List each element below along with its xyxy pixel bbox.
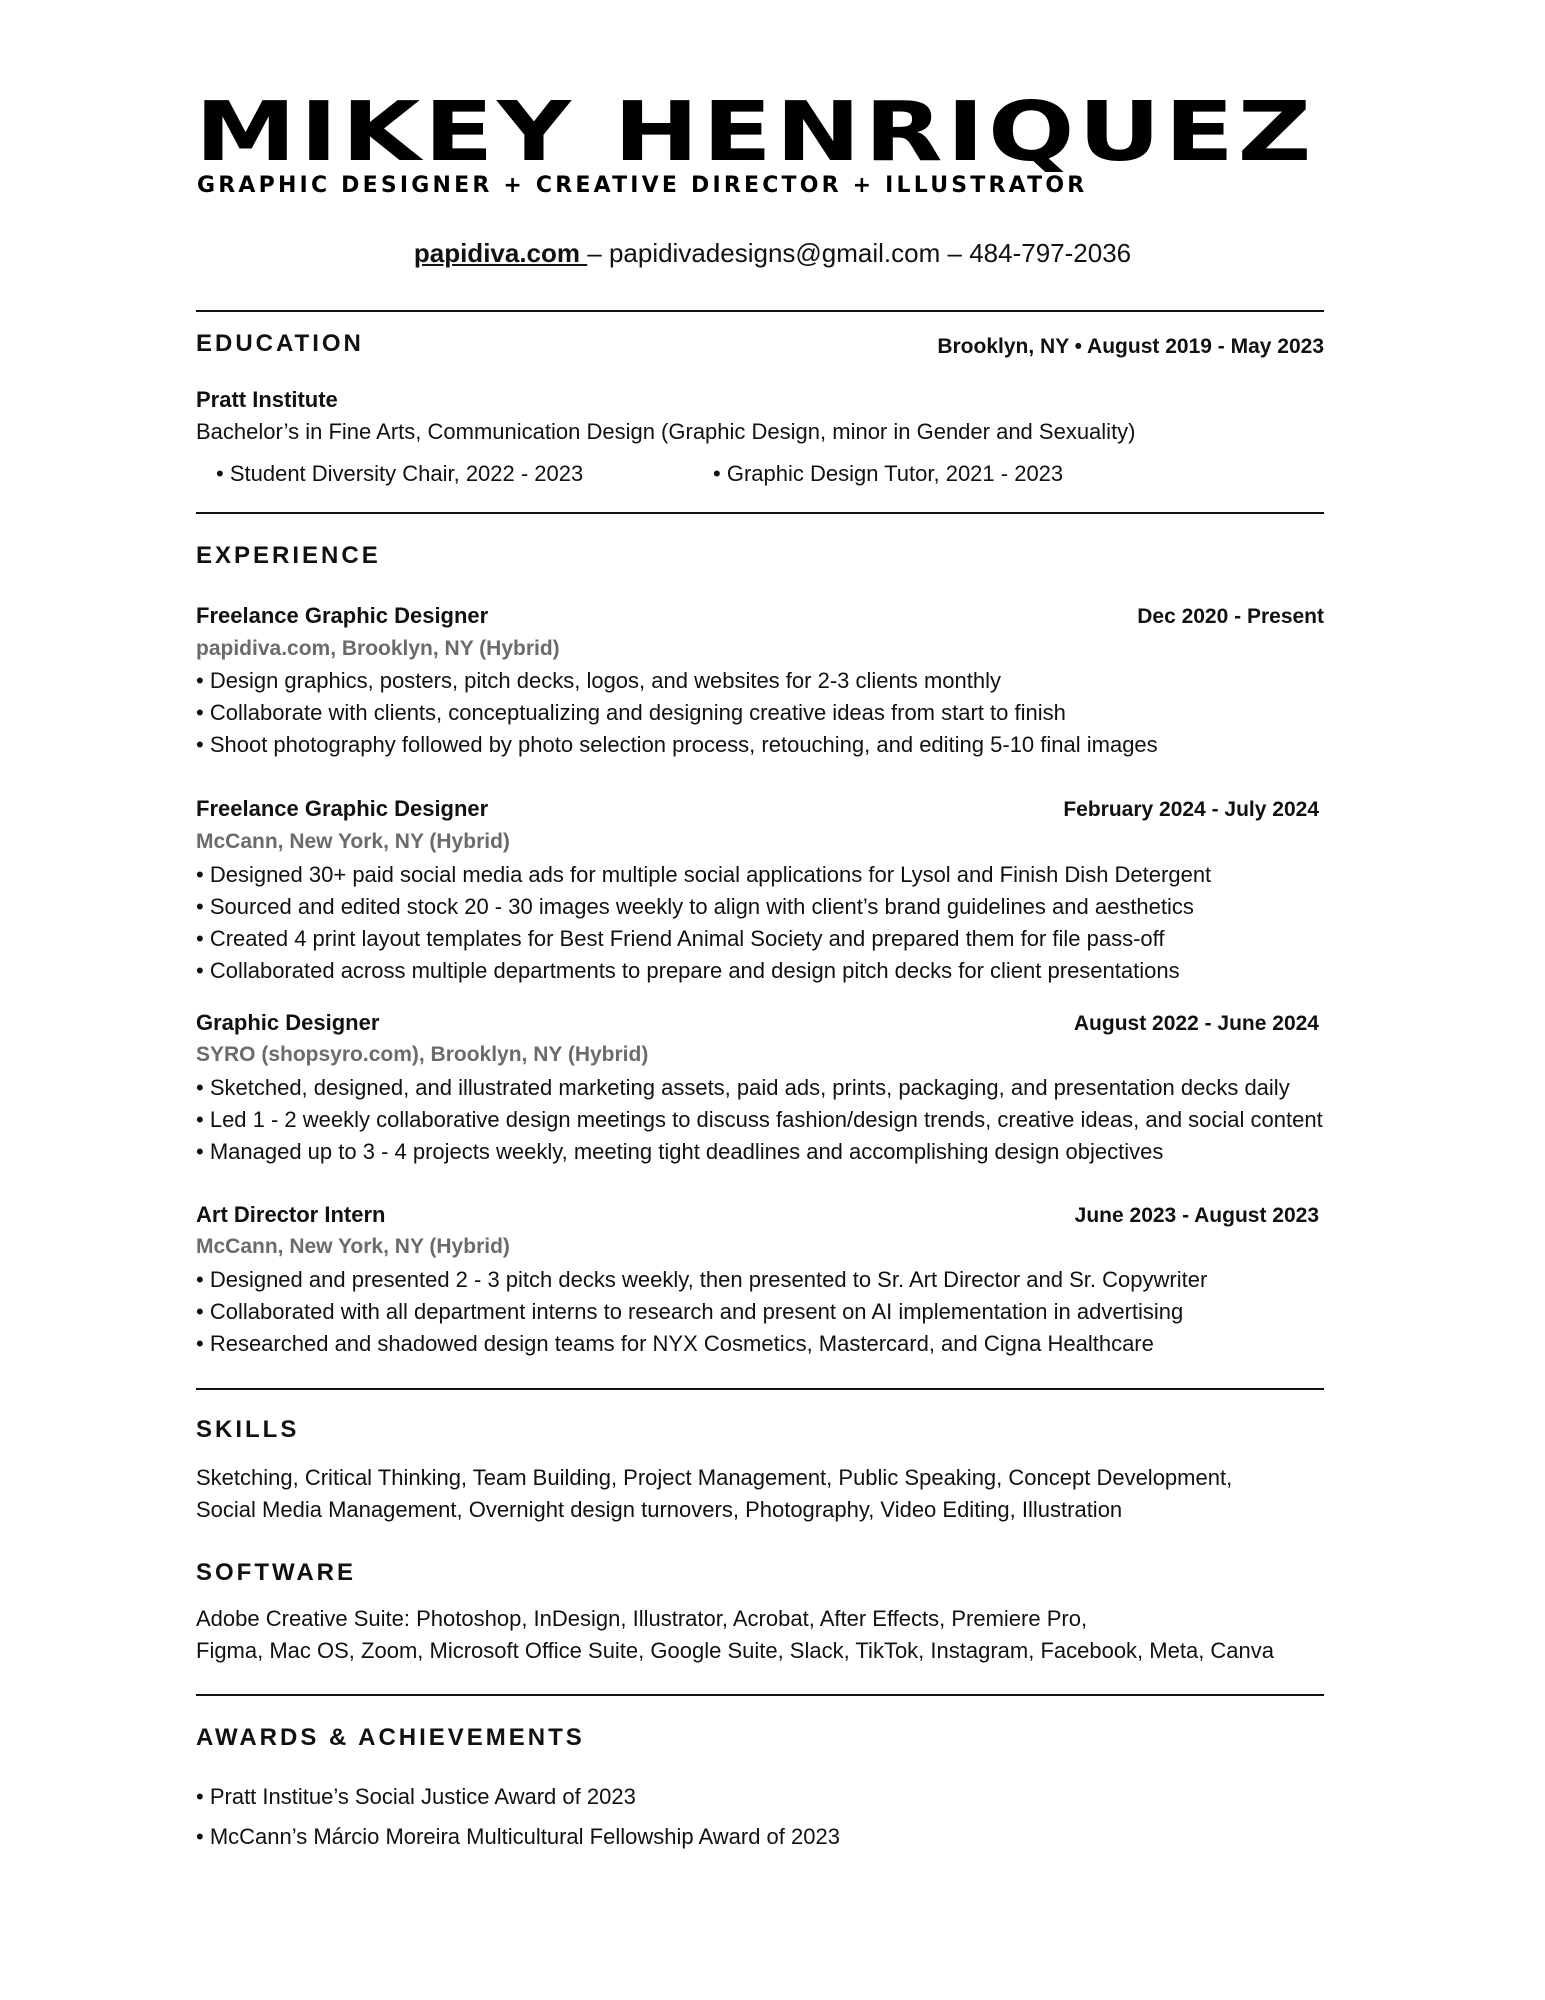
email-address: papidivadesigns@gmail.com: [608, 238, 941, 268]
tagline: GRAPHIC DESIGNER + CREATIVE DIRECTOR + ILLUSTRATOR: [197, 173, 1088, 198]
software-heading: SOFTWARE: [196, 1559, 356, 1586]
job-bullet: • Sourced and edited stock 20 - 30 images weekly to align with client’s brand guidelines and aesthetics: [196, 891, 1211, 923]
job-bullet: • Sketched, designed, and illustrated marketing assets, paid ads, prints, packaging, and presentation decks daily: [196, 1072, 1323, 1104]
job-company: papidiva.com, Brooklyn, NY (Hybrid): [196, 637, 560, 660]
job-title: Graphic Designer: [196, 1010, 380, 1035]
job-dates: Dec 2020 - Present: [1137, 605, 1324, 628]
education-role-list: [216, 458, 583, 490]
awards-list: [196, 1777, 840, 1857]
contact-line: [0, 236, 1545, 270]
job-company: McCann, New York, NY (Hybrid): [196, 830, 510, 853]
contact-separator: –: [940, 238, 970, 268]
skills-heading: SKILLS: [196, 1416, 300, 1443]
section-divider: [196, 1388, 1324, 1390]
education-role: • Graphic Design Tutor, 2021 - 2023: [713, 458, 1063, 490]
awards-heading: AWARDS & ACHIEVEMENTS: [196, 1724, 585, 1751]
contact-separator: –: [587, 238, 609, 268]
job-dates: June 2023 - August 2023: [1074, 1204, 1319, 1227]
job-company: McCann, New York, NY (Hybrid): [196, 1235, 510, 1258]
job-bullet: • Collaborated across multiple departments to prepare and design pitch decks for client presentations: [196, 955, 1211, 987]
experience-heading: EXPERIENCE: [196, 542, 381, 569]
job-title: Art Director Intern: [196, 1202, 386, 1227]
job-bullet: • Collaborate with clients, conceptualizing and designing creative ideas from start to finish: [196, 697, 1158, 729]
job-bullet: • Managed up to 3 - 4 projects weekly, meeting tight deadlines and accomplishing design objectives: [196, 1136, 1323, 1168]
job-bullet: • Researched and shadowed design teams for NYX Cosmetics, Mastercard, and Cigna Healthcare: [196, 1328, 1207, 1360]
job-bullets: [196, 1072, 1323, 1168]
education-role: • Student Diversity Chair, 2022 - 2023: [216, 458, 583, 490]
award-item: • Pratt Institue’s Social Justice Award of 2023: [196, 1777, 840, 1817]
job-bullets: [196, 1264, 1207, 1360]
job-title: Freelance Graphic Designer: [196, 603, 489, 628]
job-bullet: • Collaborated with all department interns to research and present on AI implementation in advertising: [196, 1296, 1207, 1328]
job-bullets: [196, 665, 1158, 761]
job-company: SYRO (shopsyro.com), Brooklyn, NY (Hybrid): [196, 1043, 649, 1066]
skills-line: Sketching, Critical Thinking, Team Building, Project Management, Public Speaking, Concept Development,: [196, 1465, 1233, 1490]
job-bullet: • Designed and presented 2 - 3 pitch decks weekly, then presented to Sr. Art Director and Sr. Copywriter: [196, 1264, 1207, 1296]
job-title: Freelance Graphic Designer: [196, 796, 489, 821]
education-heading: EDUCATION: [196, 330, 364, 357]
degree: Bachelor’s in Fine Arts, Communication Design (Graphic Design, minor in Gender and Sexuality): [196, 419, 1136, 444]
candidate-name: MIKEY HENRIQUEZ: [195, 85, 1316, 180]
education-role-list: [713, 458, 1063, 490]
website-link[interactable]: papidiva.com: [413, 238, 588, 268]
job-bullet: • Shoot photography followed by photo selection process, retouching, and editing 5-10 final images: [196, 729, 1158, 761]
job-bullet: • Designed 30+ paid social media ads for multiple social applications for Lysol and Finish Dish Detergent: [196, 859, 1211, 891]
education-location-dates: Brooklyn, NY • August 2019 - May 2023: [937, 335, 1324, 358]
software-line: Figma, Mac OS, Zoom, Microsoft Office Suite, Google Suite, Slack, TikTok, Instagram, Facebook, Meta, Canva: [196, 1638, 1275, 1663]
job-bullet: • Created 4 print layout templates for Best Friend Animal Society and prepared them for file pass-off: [196, 923, 1211, 955]
award-item: • McCann’s Márcio Moreira Multicultural Fellowship Award of 2023: [196, 1817, 840, 1857]
section-divider: [196, 512, 1324, 514]
section-divider: [196, 1694, 1324, 1696]
job-bullets: [196, 859, 1211, 987]
job-dates: February 2024 - July 2024: [1063, 798, 1319, 821]
school-name: Pratt Institute: [196, 387, 338, 412]
job-bullet: • Design graphics, posters, pitch decks, logos, and websites for 2-3 clients monthly: [196, 665, 1158, 697]
job-dates: August 2022 - June 2024: [1073, 1012, 1319, 1035]
job-bullet: • Led 1 - 2 weekly collaborative design meetings to discuss fashion/design trends, creative ideas, and social content: [196, 1104, 1323, 1136]
phone-number: 484-797-2036: [969, 238, 1132, 268]
software-line: Adobe Creative Suite: Photoshop, InDesign, Illustrator, Acrobat, After Effects, Premiere Pro,: [196, 1606, 1088, 1631]
skills-line: Social Media Management, Overnight design turnovers, Photography, Video Editing, Illustration: [196, 1497, 1123, 1522]
section-divider: [196, 310, 1324, 312]
